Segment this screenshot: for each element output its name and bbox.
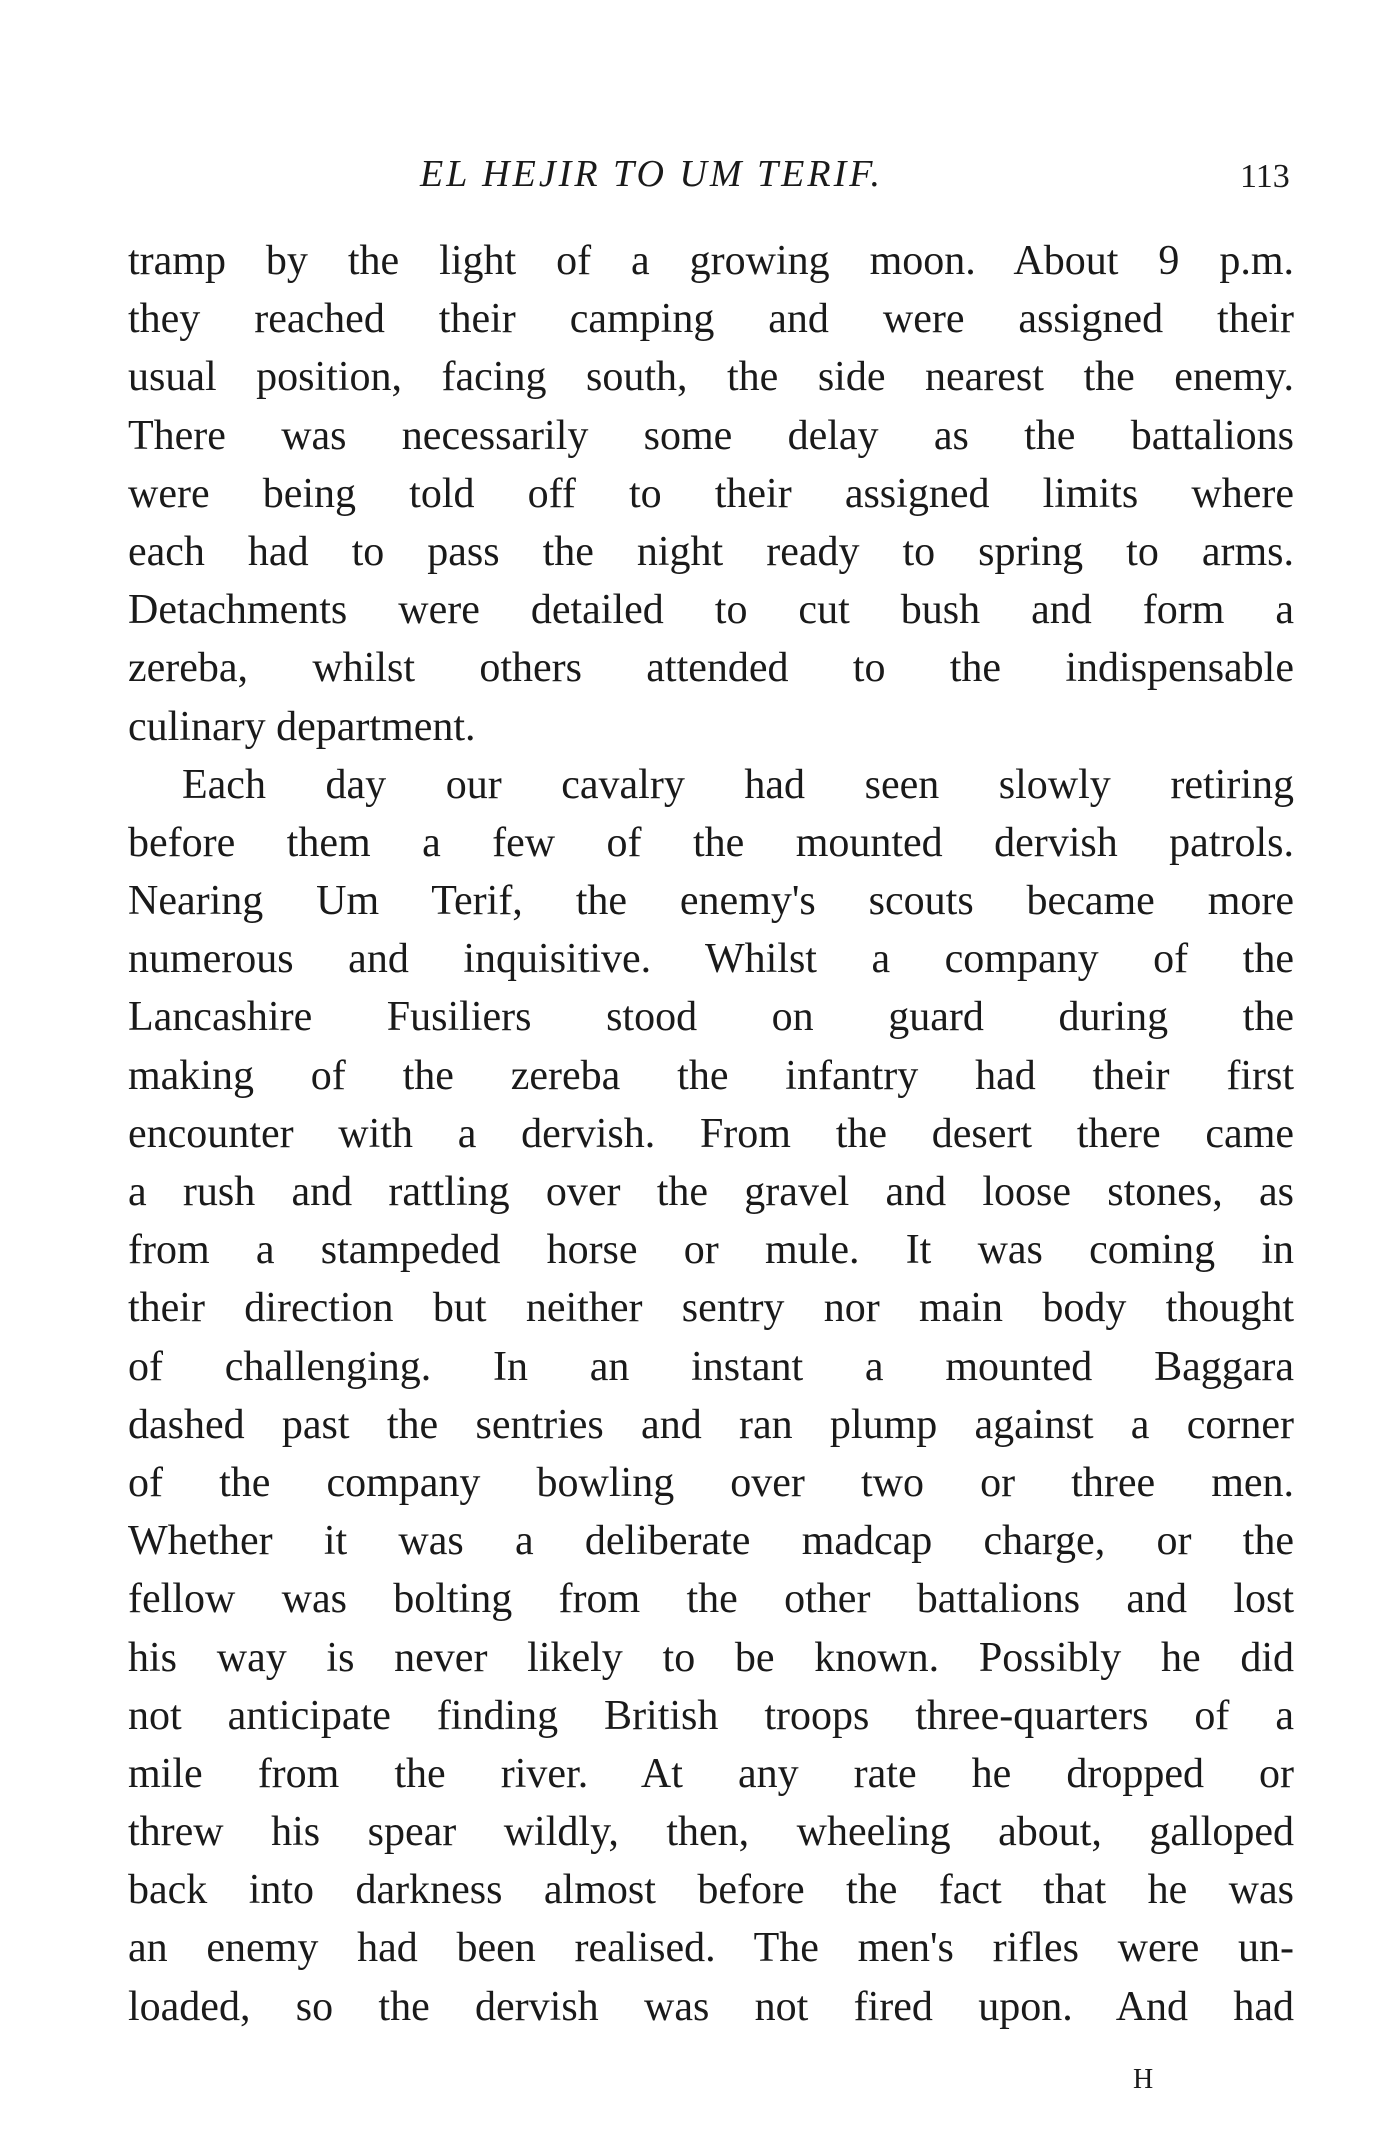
text-line: of the company bowling over two or three men.: [128, 1459, 1294, 1506]
text-line: from a stampeded horse or mule. It was coming in: [128, 1227, 1294, 1274]
page-number: 113: [1240, 158, 1290, 195]
text-line: not anticipate finding British troops three-quarters of a: [128, 1692, 1294, 1739]
text-line: they reached their camping and were assigned their: [128, 296, 1294, 343]
text-line: a rush and rattling over the gravel and loose stones, as: [128, 1169, 1294, 1215]
text-line: Nearing Um Terif, the enemy's scouts became more: [128, 878, 1294, 925]
text-line: threw his spear wildly, then, wheeling about, galloped: [128, 1809, 1294, 1856]
text-line: fellow was bolting from the other battalions and lost: [128, 1576, 1294, 1623]
signature-mark: H: [1133, 2064, 1155, 2095]
text-line: making of the zereba the infantry had their first: [128, 1052, 1294, 1099]
text-line: loaded, so the dervish was not fired upon. And had: [128, 1983, 1294, 2030]
text-line: zereba, whilst others attended to the indispensable: [128, 645, 1294, 692]
paragraph-start-line: Each day our cavalry had seen slowly retiring: [182, 761, 1294, 808]
text-line: back into darkness almost before the fact that he was: [128, 1867, 1294, 1914]
text-line: There was necessarily some delay as the battalions: [128, 412, 1294, 459]
text-line: their direction but neither sentry nor main body thought: [128, 1285, 1294, 1332]
text-line: Detachments were detailed to cut bush and form a: [128, 587, 1294, 634]
paragraph-end-line: culinary department.: [128, 703, 476, 750]
text-line: Lancashire Fusiliers stood on guard during the: [128, 994, 1294, 1041]
text-line: of challenging. In an instant a mounted Baggara: [128, 1343, 1294, 1390]
text-line: each had to pass the night ready to spring to arms.: [128, 528, 1294, 575]
body-text: [128, 232, 1294, 2036]
text-line: usual position, facing south, the side nearest the enemy.: [128, 354, 1294, 401]
text-line: encounter with a dervish. From the desert there came: [128, 1110, 1294, 1157]
text-line: his way is never likely to be known. Possibly he did: [128, 1634, 1294, 1681]
text-line: dashed past the sentries and ran plump against a corner: [128, 1401, 1294, 1448]
text-line: mile from the river. At any rate he dropped or: [128, 1750, 1294, 1797]
text-line: tramp by the light of a growing moon. About 9 p.m.: [128, 238, 1294, 284]
text-line: were being told off to their assigned limits where: [128, 470, 1294, 517]
running-title: EL HEJIR TO UM TERIF.: [420, 153, 884, 195]
running-head: [0, 152, 1395, 202]
text-line: Whether it was a deliberate madcap charge, or the: [128, 1518, 1294, 1565]
text-line: an enemy had been realised. The men's rifles were un-: [128, 1925, 1294, 1972]
text-line: numerous and inquisitive. Whilst a company of the: [128, 936, 1294, 983]
text-line: before them a few of the mounted dervish patrols.: [128, 819, 1294, 866]
